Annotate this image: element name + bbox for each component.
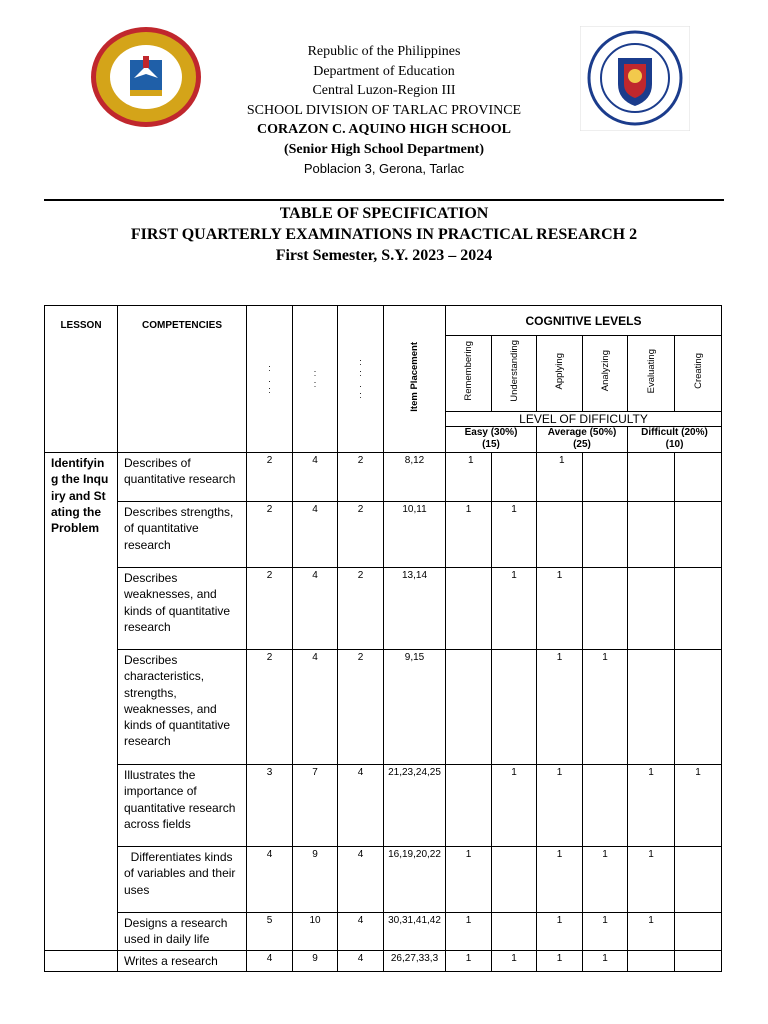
header-shs-department: (Senior High School Department) bbox=[283, 141, 484, 157]
difficulty-average: Average (50%) (25) bbox=[537, 427, 628, 453]
competency-cell: Designs a research used in daily life bbox=[118, 913, 247, 951]
competency-cell: Illustrates the importance of quantitative research across fields bbox=[118, 765, 247, 847]
table-row bbox=[45, 453, 722, 502]
table-row bbox=[45, 650, 722, 765]
analyzing-cell: 1 bbox=[583, 950, 628, 971]
item-placement-cell: 13,14 bbox=[384, 568, 446, 650]
item-placement-cell: 10,11 bbox=[384, 502, 446, 568]
value-cell: 4 bbox=[338, 847, 384, 913]
header-division: SCHOOL DIVISION OF TARLAC PROVINCE bbox=[246, 102, 522, 118]
table-row bbox=[45, 568, 722, 650]
applying-cell: 1 bbox=[537, 913, 583, 951]
school-logo bbox=[90, 26, 202, 128]
competency-cell: Describes characteristics, strengths, weaknesses, and kinds of quantitative research bbox=[118, 650, 247, 765]
evaluating-cell: 1 bbox=[628, 913, 675, 951]
understanding-cell bbox=[492, 453, 537, 502]
difficulty-easy: Easy (30%) (15) bbox=[446, 427, 537, 453]
value-cell: 9 bbox=[293, 950, 338, 971]
applying-cell: 1 bbox=[537, 765, 583, 847]
item-placement-cell: 8,12 bbox=[384, 453, 446, 502]
value-cell: 4 bbox=[338, 950, 384, 971]
value-cell: 4 bbox=[293, 650, 338, 765]
table-row bbox=[45, 913, 722, 951]
document-titles bbox=[44, 203, 724, 266]
evaluating-cell bbox=[628, 650, 675, 765]
evaluating-cell bbox=[628, 950, 675, 971]
evaluating-cell bbox=[628, 502, 675, 568]
header-lesson: LESSON bbox=[45, 306, 118, 453]
creating-cell bbox=[675, 847, 722, 913]
creating-cell bbox=[675, 950, 722, 971]
value-cell: 4 bbox=[247, 847, 293, 913]
item-placement-cell: 21,23,24,25 bbox=[384, 765, 446, 847]
analyzing-cell bbox=[583, 502, 628, 568]
understanding-cell: 1 bbox=[492, 502, 537, 568]
header-region: Central Luzon-Region III bbox=[312, 83, 456, 98]
level-remembering: Remembering bbox=[446, 336, 492, 412]
title-tos: TABLE OF SPECIFICATION bbox=[279, 205, 489, 222]
analyzing-cell bbox=[583, 568, 628, 650]
letterhead bbox=[210, 42, 558, 179]
remembering-cell bbox=[446, 765, 492, 847]
value-cell: 4 bbox=[338, 765, 384, 847]
understanding-cell: 1 bbox=[492, 950, 537, 971]
remembering-cell bbox=[446, 650, 492, 765]
table-row bbox=[45, 847, 722, 913]
creating-cell bbox=[675, 913, 722, 951]
applying-cell: 1 bbox=[537, 453, 583, 502]
applying-cell bbox=[537, 502, 583, 568]
understanding-cell bbox=[492, 913, 537, 951]
header-divider bbox=[44, 199, 724, 201]
difficulty-difficult: Difficult (20%) (10) bbox=[628, 427, 722, 453]
competency-cell: Describes of quantitative research bbox=[118, 453, 247, 502]
header-col-items: : : . : bbox=[338, 306, 384, 453]
analyzing-cell bbox=[583, 453, 628, 502]
title-semester: First Semester, S.Y. 2023 – 2024 bbox=[275, 247, 493, 264]
analyzing-cell: 1 bbox=[583, 913, 628, 951]
value-cell: 2 bbox=[338, 568, 384, 650]
evaluating-cell bbox=[628, 453, 675, 502]
remembering-cell: 1 bbox=[446, 913, 492, 951]
value-cell: 4 bbox=[293, 453, 338, 502]
table-row bbox=[45, 950, 722, 971]
evaluating-cell bbox=[628, 568, 675, 650]
applying-cell: 1 bbox=[537, 847, 583, 913]
competency-cell: Differentiates kinds of variables and their uses bbox=[118, 847, 247, 913]
remembering-cell: 1 bbox=[446, 950, 492, 971]
level-applying: Applying bbox=[537, 336, 583, 412]
header-competencies: COMPETENCIES bbox=[118, 306, 247, 453]
remembering-cell: 1 bbox=[446, 453, 492, 502]
header-cognitive-levels: COGNITIVE LEVELS bbox=[446, 306, 722, 336]
value-cell: 7 bbox=[293, 765, 338, 847]
header-col-percent: : : bbox=[293, 306, 338, 453]
value-cell: 5 bbox=[247, 913, 293, 951]
competency-cell: Writes a research bbox=[118, 950, 247, 971]
competency-cell: Describes strengths, of quantitative research bbox=[118, 502, 247, 568]
understanding-cell: 1 bbox=[492, 568, 537, 650]
header-item-placement: Item Placement bbox=[384, 306, 446, 453]
creating-cell: 1 bbox=[675, 765, 722, 847]
item-placement-cell: 9,15 bbox=[384, 650, 446, 765]
title-exam: FIRST QUARTERLY EXAMINATIONS IN PRACTICAL RESEARCH 2 bbox=[130, 226, 638, 243]
item-placement-cell: 26,27,33,3 bbox=[384, 950, 446, 971]
value-cell: 3 bbox=[247, 765, 293, 847]
specification-table bbox=[44, 305, 722, 972]
header-col-days: : . : bbox=[247, 306, 293, 453]
understanding-cell bbox=[492, 650, 537, 765]
lesson-cell: Identifying the Inquiry and Stating the Problem bbox=[45, 453, 118, 951]
understanding-cell: 1 bbox=[492, 765, 537, 847]
header-republic: Republic of the Philippines bbox=[307, 44, 461, 59]
header-level-of-difficulty: LEVEL OF DIFFICULTY bbox=[446, 412, 722, 427]
lesson-cell-empty bbox=[45, 950, 118, 971]
evaluating-cell: 1 bbox=[628, 847, 675, 913]
creating-cell bbox=[675, 650, 722, 765]
value-cell: 4 bbox=[293, 502, 338, 568]
level-creating: Creating bbox=[675, 336, 722, 412]
applying-cell: 1 bbox=[537, 568, 583, 650]
item-placement-cell: 30,31,41,42 bbox=[384, 913, 446, 951]
remembering-cell: 1 bbox=[446, 847, 492, 913]
remembering-cell: 1 bbox=[446, 502, 492, 568]
value-cell: 10 bbox=[293, 913, 338, 951]
value-cell: 2 bbox=[247, 453, 293, 502]
analyzing-cell: 1 bbox=[583, 847, 628, 913]
header-school: CORAZON C. AQUINO HIGH SCHOOL bbox=[257, 122, 511, 137]
value-cell: 2 bbox=[338, 650, 384, 765]
value-cell: 2 bbox=[338, 502, 384, 568]
value-cell: 4 bbox=[293, 568, 338, 650]
value-cell: 2 bbox=[247, 568, 293, 650]
value-cell: 2 bbox=[338, 453, 384, 502]
remembering-cell bbox=[446, 568, 492, 650]
analyzing-cell: 1 bbox=[583, 650, 628, 765]
creating-cell bbox=[675, 502, 722, 568]
applying-cell: 1 bbox=[537, 950, 583, 971]
level-analyzing: Analyzing bbox=[583, 336, 628, 412]
value-cell: 9 bbox=[293, 847, 338, 913]
item-placement-cell: 16,19,20,22 bbox=[384, 847, 446, 913]
value-cell: 4 bbox=[247, 950, 293, 971]
understanding-cell bbox=[492, 847, 537, 913]
level-understanding: Understanding bbox=[492, 336, 537, 412]
value-cell: 2 bbox=[247, 502, 293, 568]
creating-cell bbox=[675, 568, 722, 650]
applying-cell: 1 bbox=[537, 650, 583, 765]
competency-cell: Describes weaknesses, and kinds of quantitative research bbox=[118, 568, 247, 650]
header-department: Department of Education bbox=[313, 63, 455, 79]
analyzing-cell bbox=[583, 765, 628, 847]
value-cell: 2 bbox=[247, 650, 293, 765]
level-evaluating: Evaluating bbox=[628, 336, 675, 412]
deped-seal bbox=[580, 26, 690, 131]
evaluating-cell: 1 bbox=[628, 765, 675, 847]
value-cell: 4 bbox=[338, 913, 384, 951]
table-row bbox=[45, 765, 722, 847]
table-row bbox=[45, 502, 722, 568]
header-address: Poblacion 3, Gerona, Tarlac bbox=[303, 161, 465, 176]
creating-cell bbox=[675, 453, 722, 502]
